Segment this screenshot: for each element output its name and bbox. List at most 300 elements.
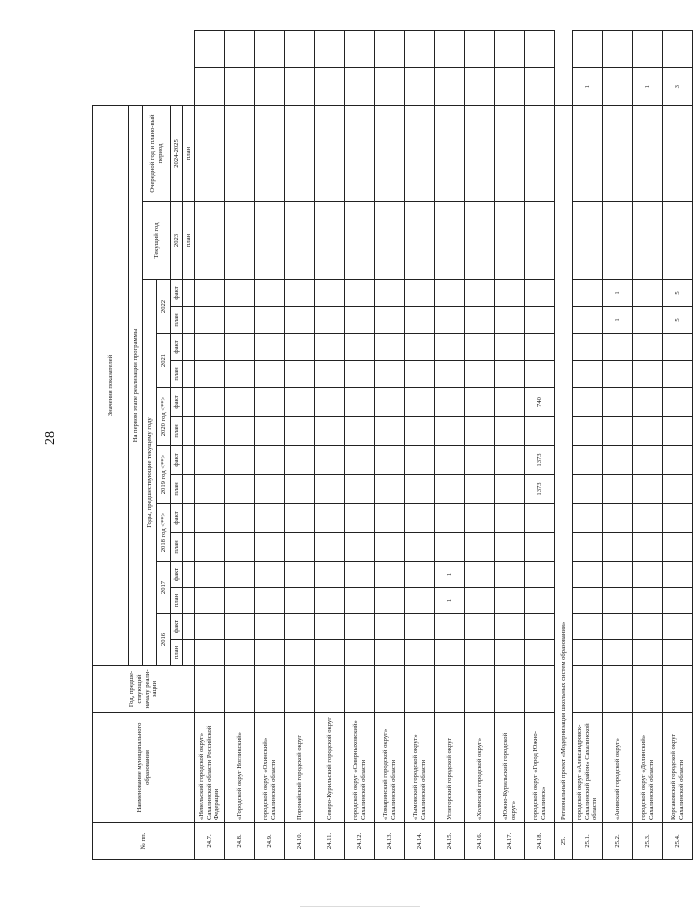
value-cell: [663, 640, 693, 666]
value-cell: [435, 666, 465, 713]
value-cell: [633, 106, 663, 202]
table-row: [573, 31, 603, 860]
value-cell: [225, 68, 255, 106]
value-cell: [663, 562, 693, 588]
table-row: [435, 31, 465, 860]
value-cell: [285, 562, 315, 588]
value-cell: [495, 68, 525, 106]
value-cell: [315, 504, 345, 533]
value-cell: [195, 106, 225, 202]
value-cell: [465, 68, 495, 106]
value-cell: [435, 307, 465, 334]
header-plan: план: [171, 588, 183, 614]
value-cell: [315, 666, 345, 713]
table-row: [315, 31, 345, 860]
value-cell: [633, 588, 663, 614]
table-row: [375, 31, 405, 860]
municipality-name: Северо-Курильский городской округ: [315, 713, 345, 823]
value-cell: [315, 388, 345, 417]
value-cell: [663, 588, 693, 614]
value-cell: [315, 361, 345, 388]
value-cell: [345, 280, 375, 307]
table-row: [345, 31, 375, 860]
value-cell: [195, 666, 225, 713]
value-cell: [525, 361, 555, 388]
value-cell: [315, 533, 345, 562]
municipality-name: Углегорский городской округ: [435, 713, 465, 823]
header-fact: факт: [171, 280, 183, 307]
header-fact: факт: [171, 388, 183, 417]
value-cell: [225, 106, 255, 202]
value-cell: [375, 68, 405, 106]
value-cell: [375, 334, 405, 361]
value-cell: [285, 68, 315, 106]
row-number: 24.13.: [375, 823, 405, 860]
value-cell: [405, 388, 435, 417]
value-cell: [225, 588, 255, 614]
header-year-2024-2025: 2024-2025: [171, 106, 183, 202]
value-cell: [495, 280, 525, 307]
value-cell: [405, 504, 435, 533]
value-cell: 5: [663, 307, 693, 334]
value-cell: [525, 588, 555, 614]
value-cell: [345, 588, 375, 614]
value-cell: [375, 475, 405, 504]
table-row: [525, 31, 555, 860]
table-row: [195, 31, 225, 860]
table-row: [255, 31, 285, 860]
value-cell: 1: [603, 307, 633, 334]
value-cell: [285, 202, 315, 280]
value-cell: [225, 533, 255, 562]
value-cell: [573, 504, 603, 533]
value-cell: [195, 504, 225, 533]
header-plan: план: [171, 475, 183, 504]
value-cell: [255, 666, 285, 713]
value-cell: [465, 202, 495, 280]
value-cell: [255, 31, 285, 69]
header-fact: факт: [171, 446, 183, 475]
value-cell: [405, 562, 435, 588]
value-cell: [573, 361, 603, 388]
value-cell: [375, 31, 405, 69]
value-cell: [633, 562, 663, 588]
value-cell: [255, 388, 285, 417]
value-cell: 1: [435, 588, 465, 614]
value-cell: [573, 475, 603, 504]
value-cell: [255, 307, 285, 334]
value-cell: [195, 202, 225, 280]
header-next-years: Очередной год и плано-вый период: [143, 106, 171, 202]
value-cell: [225, 417, 255, 446]
value-cell: [495, 614, 525, 640]
value-cell: [465, 475, 495, 504]
value-cell: [405, 446, 435, 475]
header-year-2019: 2019 год <**>: [157, 446, 171, 504]
value-cell: [195, 614, 225, 640]
indicators-table: [92, 30, 693, 860]
value-cell: [285, 388, 315, 417]
value-cell: [603, 446, 633, 475]
header-year-2021: 2021: [157, 334, 171, 388]
header-fact: факт: [171, 614, 183, 640]
value-cell: [663, 475, 693, 504]
value-cell: [375, 280, 405, 307]
value-cell: [633, 504, 663, 533]
value-cell: [255, 202, 285, 280]
value-cell: [663, 31, 693, 69]
value-cell: [225, 388, 255, 417]
value-cell: [603, 68, 633, 106]
row-number: 24.11.: [315, 823, 345, 860]
value-cell: [495, 446, 525, 475]
header-year-2016: 2016: [157, 614, 171, 666]
value-cell: [345, 614, 375, 640]
value-cell: [255, 475, 285, 504]
value-cell: [525, 666, 555, 713]
value-cell: [573, 106, 603, 202]
value-cell: [525, 106, 555, 202]
value-cell: [315, 417, 345, 446]
value-cell: [315, 475, 345, 504]
value-cell: [375, 388, 405, 417]
value-cell: [495, 202, 525, 280]
table-row: [285, 31, 315, 860]
value-cell: [603, 202, 633, 280]
value-cell: [495, 666, 525, 713]
value-cell: [195, 533, 225, 562]
row-number: 24.9.: [255, 823, 285, 860]
value-cell: [195, 280, 225, 307]
row-number: 24.15.: [435, 823, 465, 860]
value-cell: [663, 417, 693, 446]
municipality-name: «Невельский городской округ» Сахалинской области Российской Федерации: [195, 713, 225, 823]
row-number: 24.12.: [345, 823, 375, 860]
row-number: 24.14.: [405, 823, 435, 860]
municipality-name: городской округ «Смирныховский» Сахалинской области: [345, 713, 375, 823]
value-cell: [285, 106, 315, 202]
value-cell: [633, 31, 663, 69]
value-cell: [495, 106, 525, 202]
value-cell: [633, 202, 663, 280]
value-cell: [465, 106, 495, 202]
value-cell: [195, 417, 225, 446]
header-plan: план: [171, 361, 183, 388]
value-cell: [225, 562, 255, 588]
header-fact: факт: [171, 562, 183, 588]
municipality-name: «Холмский городской округ»: [465, 713, 495, 823]
value-cell: [255, 640, 285, 666]
section-title: Региональный проект «Модернизация школьных систем образования»: [555, 106, 573, 823]
value-cell: [285, 307, 315, 334]
value-cell: 1373: [525, 475, 555, 504]
value-cell: [465, 361, 495, 388]
value-cell: [603, 475, 633, 504]
value-cell: [315, 334, 345, 361]
value-cell: [345, 31, 375, 69]
value-cell: [345, 504, 375, 533]
municipality-name: «Томаринский городской округ» Сахалинской области: [375, 713, 405, 823]
section-row: [555, 31, 573, 860]
value-cell: [315, 202, 345, 280]
value-cell: [345, 361, 375, 388]
value-cell: [633, 388, 663, 417]
value-cell: [225, 446, 255, 475]
table-row: [225, 31, 255, 860]
municipality-name: городской округ «Александровск-Сахалинский район» Сахалинской области: [573, 713, 603, 823]
value-cell: 740: [525, 388, 555, 417]
value-cell: [285, 446, 315, 475]
value-cell: 1: [603, 280, 633, 307]
value-cell: [495, 562, 525, 588]
value-cell: [405, 307, 435, 334]
value-cell: [405, 533, 435, 562]
value-cell: [255, 588, 285, 614]
value-cell: [375, 614, 405, 640]
value-cell: 5: [663, 280, 693, 307]
value-cell: [663, 504, 693, 533]
value-cell: [285, 334, 315, 361]
value-cell: [225, 614, 255, 640]
header-plan: план: [171, 640, 183, 666]
header-year-2022: 2022: [157, 280, 171, 334]
value-cell: [255, 334, 285, 361]
header-plan: план: [171, 533, 183, 562]
row-number: 25.1.: [573, 823, 603, 860]
value-cell: [375, 417, 405, 446]
value-cell: [195, 588, 225, 614]
value-cell: [435, 106, 465, 202]
header-num: № пп.: [93, 823, 195, 860]
value-cell: [225, 504, 255, 533]
value-cell: [435, 504, 465, 533]
row-number: 24.16.: [465, 823, 495, 860]
municipality-name: Корсаковский городской округ Сахалинской области: [663, 713, 693, 823]
table-row: [405, 31, 435, 860]
value-cell: [255, 533, 285, 562]
value-cell: [315, 280, 345, 307]
value-cell: [225, 202, 255, 280]
value-cell: [255, 446, 285, 475]
value-cell: [663, 388, 693, 417]
value-cell: [405, 106, 435, 202]
value-cell: [603, 334, 633, 361]
value-cell: [573, 417, 603, 446]
value-cell: [435, 533, 465, 562]
municipality-name: городской округ «Долинский» Сахалинской области: [633, 713, 663, 823]
value-cell: [375, 202, 405, 280]
header-first-stage: На первом этапе реализации программы: [129, 106, 143, 666]
value-cell: 3: [663, 68, 693, 106]
value-cell: [465, 417, 495, 446]
value-cell: [573, 614, 603, 640]
header-fact: факт: [171, 504, 183, 533]
value-cell: [375, 446, 405, 475]
value-cell: [285, 533, 315, 562]
value-cell: [495, 588, 525, 614]
header-plan: план: [183, 202, 195, 280]
value-cell: [663, 614, 693, 640]
value-cell: [663, 666, 693, 713]
value-cell: [633, 307, 663, 334]
value-cell: [225, 280, 255, 307]
value-cell: [495, 475, 525, 504]
value-cell: [495, 388, 525, 417]
value-cell: [225, 307, 255, 334]
value-cell: [633, 475, 663, 504]
value-cell: [375, 666, 405, 713]
value-cell: [603, 588, 633, 614]
value-cell: [525, 504, 555, 533]
value-cell: [345, 68, 375, 106]
table-row: [495, 31, 525, 860]
value-cell: [345, 446, 375, 475]
value-cell: [495, 533, 525, 562]
row-number: 24.10.: [285, 823, 315, 860]
value-cell: [435, 417, 465, 446]
value-cell: [525, 562, 555, 588]
value-cell: [495, 504, 525, 533]
value-cell: [465, 388, 495, 417]
value-cell: [345, 106, 375, 202]
value-cell: [405, 666, 435, 713]
value-cell: [435, 280, 465, 307]
value-cell: [573, 588, 603, 614]
value-cell: [435, 334, 465, 361]
value-cell: [285, 475, 315, 504]
value-cell: [573, 388, 603, 417]
value-cell: [225, 475, 255, 504]
value-cell: [525, 417, 555, 446]
value-cell: [573, 280, 603, 307]
value-cell: [375, 504, 405, 533]
value-cell: [345, 640, 375, 666]
row-number: 25.4.: [663, 823, 693, 860]
value-cell: [195, 334, 225, 361]
header-years-before-current: Годы, предшествующие текущему году: [143, 280, 157, 666]
value-cell: [435, 202, 465, 280]
row-number: 24.18.: [525, 823, 555, 860]
value-cell: [573, 446, 603, 475]
municipality-name: «Анивский городской округ»: [603, 713, 633, 823]
value-cell: [465, 640, 495, 666]
value-cell: [345, 334, 375, 361]
value-cell: [663, 361, 693, 388]
value-cell: [495, 417, 525, 446]
table-row: [465, 31, 495, 860]
municipality-name: городской округ «Город Южно-Сахалинск»: [525, 713, 555, 823]
value-cell: [603, 666, 633, 713]
value-cell: [663, 334, 693, 361]
value-cell: [345, 475, 375, 504]
value-cell: [465, 504, 495, 533]
value-cell: [345, 666, 375, 713]
value-cell: [405, 361, 435, 388]
header-plan: план: [171, 307, 183, 334]
value-cell: 1: [633, 68, 663, 106]
value-cell: [255, 106, 285, 202]
value-cell: [285, 361, 315, 388]
value-cell: [603, 614, 633, 640]
value-cell: [525, 614, 555, 640]
value-cell: [663, 202, 693, 280]
value-cell: [195, 475, 225, 504]
value-cell: [375, 106, 405, 202]
value-cell: [633, 446, 663, 475]
municipality-name: «Южно-Курильский городской округ»: [495, 713, 525, 823]
value-cell: 1373: [525, 446, 555, 475]
value-cell: [633, 640, 663, 666]
header-year-2020: 2020 год <**>: [157, 388, 171, 446]
value-cell: [573, 562, 603, 588]
header-year-2017: 2017: [157, 562, 171, 614]
value-cell: [345, 202, 375, 280]
row-number: 24.8.: [225, 823, 255, 860]
value-cell: [603, 504, 633, 533]
municipality-name: городской округ «Охинский» Сахалинской области: [255, 713, 285, 823]
value-cell: [573, 202, 603, 280]
value-cell: [405, 417, 435, 446]
value-cell: [285, 614, 315, 640]
value-cell: [465, 533, 495, 562]
value-cell: [255, 504, 285, 533]
value-cell: [663, 106, 693, 202]
value-cell: [375, 640, 405, 666]
value-cell: [525, 334, 555, 361]
value-cell: [285, 417, 315, 446]
row-number: 25.2.: [603, 823, 633, 860]
value-cell: [525, 31, 555, 69]
value-cell: [375, 588, 405, 614]
value-cell: [525, 202, 555, 280]
value-cell: [633, 417, 663, 446]
value-cell: 1: [573, 68, 603, 106]
municipality-name: «Тымовский городской округ» Сахалинской области: [405, 713, 435, 823]
value-cell: [495, 31, 525, 69]
value-cell: [465, 446, 495, 475]
municipality-name: Поронайский городской округ: [285, 713, 315, 823]
value-cell: [345, 307, 375, 334]
value-cell: [195, 562, 225, 588]
value-cell: [435, 68, 465, 106]
value-cell: [405, 31, 435, 69]
value-cell: [345, 562, 375, 588]
value-cell: [573, 533, 603, 562]
value-cell: [603, 640, 633, 666]
value-cell: [225, 640, 255, 666]
value-cell: [573, 334, 603, 361]
value-cell: [195, 388, 225, 417]
value-cell: [375, 533, 405, 562]
value-cell: [345, 533, 375, 562]
value-cell: [603, 533, 633, 562]
value-cell: [663, 533, 693, 562]
value-cell: [255, 417, 285, 446]
value-cell: [375, 361, 405, 388]
value-cell: [405, 475, 435, 504]
value-cell: [195, 31, 225, 69]
value-cell: [525, 533, 555, 562]
value-cell: [195, 68, 225, 106]
value-cell: [525, 640, 555, 666]
scan-edge: [300, 906, 420, 907]
value-cell: [465, 31, 495, 69]
value-cell: [255, 280, 285, 307]
header-fact: факт: [171, 334, 183, 361]
section-number: 25.: [555, 823, 573, 860]
value-cell: [603, 417, 633, 446]
header-values: Значения показателей: [93, 106, 129, 666]
